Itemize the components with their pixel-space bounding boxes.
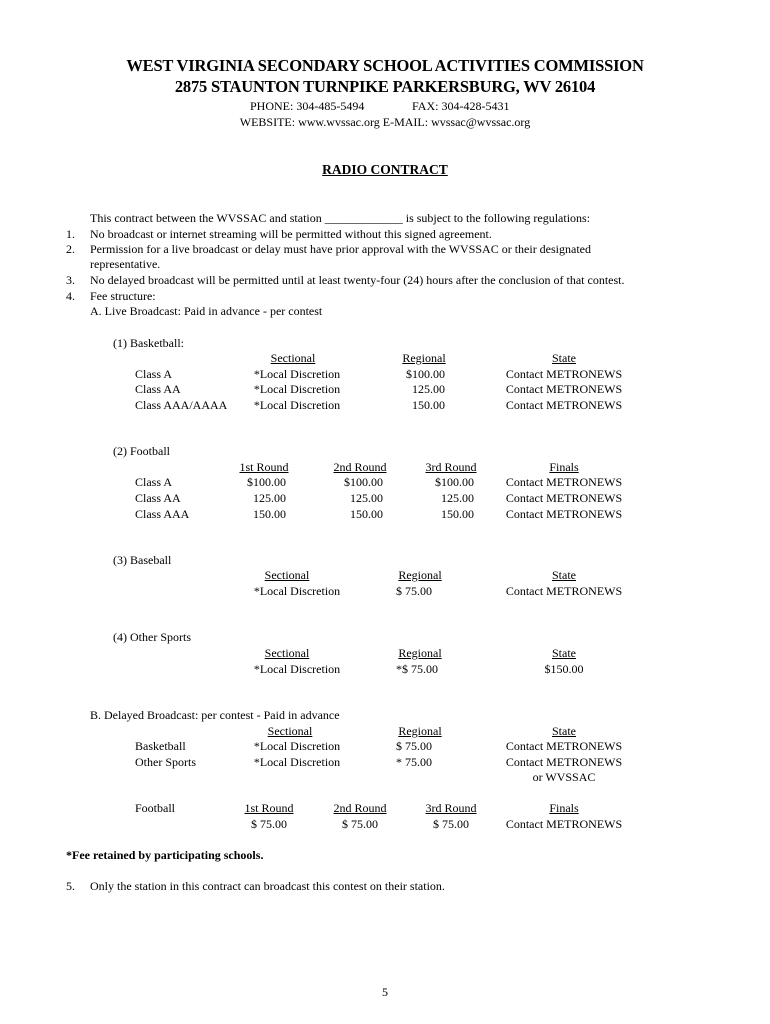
col-header-state: State <box>552 568 576 582</box>
col-header-regional: Regional <box>398 724 442 738</box>
sectional-fee: *Local Discretion <box>253 398 341 412</box>
sport-label: Other Sports <box>135 755 196 769</box>
round-3-fee: 125.00 <box>441 491 474 505</box>
col-header-2nd-round: 2nd Round <box>333 460 387 474</box>
regional-fee: *$ 75.00 <box>396 662 438 676</box>
col-header-finals: Finals <box>549 801 579 815</box>
col-header-regional: Regional <box>398 568 442 582</box>
live-broadcast-heading: A. Live Broadcast: Paid in advance - per contest <box>90 304 323 318</box>
delayed-broadcast-heading: B. Delayed Broadcast: per contest - Paid in advance <box>90 708 340 722</box>
round-3-fee: $ 75.00 <box>433 817 469 831</box>
col-header-1st-round: 1st Round <box>239 460 289 474</box>
state-fee: $150.00 <box>544 662 584 676</box>
other-sports-label: (4) Other Sports <box>113 630 191 644</box>
round-3-fee: $100.00 <box>435 475 474 489</box>
page-title: RADIO CONTRACT <box>322 162 448 177</box>
sport-label: Football <box>135 801 176 815</box>
col-header-state: State <box>552 646 576 660</box>
sectional-fee: *Local Discretion <box>253 382 341 396</box>
state-fee: Contact METRONEWS <box>505 398 623 412</box>
state-fee: Contact METRONEWS <box>505 382 623 396</box>
round-1-fee: 150.00 <box>253 507 286 521</box>
rule-2-line1: Permission for a live broadcast or delay must have prior approval with the WVSSAC or their designated <box>90 242 591 256</box>
class-label: Class A <box>135 475 173 489</box>
state-fee: Contact METRONEWS <box>505 367 623 381</box>
football-label: (2) Football <box>113 444 170 458</box>
round-3-fee: 150.00 <box>441 507 474 521</box>
class-label: Class AA <box>135 491 181 505</box>
intro-text: This contract between the WVSSAC and station _____________ is subject to the following regulations: <box>90 211 591 225</box>
finals-fee: Contact METRONEWS <box>505 475 623 489</box>
col-header-sectional: Sectional <box>270 351 316 365</box>
col-header-2nd-round: 2nd Round <box>333 801 387 815</box>
phone: PHONE: 304-485-5494 <box>250 99 365 113</box>
finals-fee: Contact METRONEWS <box>505 507 623 521</box>
rule-3: No delayed broadcast will be permitted until at least twenty-four (24) hours after the conclusion of that contest. <box>90 273 625 287</box>
sectional-fee: *Local Discretion <box>253 584 341 598</box>
rule-5-num: 5. <box>66 879 75 893</box>
rule-2-line2: representative. <box>90 257 161 271</box>
regional-fee: $ 75.00 <box>396 739 432 753</box>
rule-1: No broadcast or internet streaming will be permitted without this signed agreement. <box>90 227 492 241</box>
round-2-fee: 125.00 <box>350 491 383 505</box>
class-label: Class A <box>135 367 173 381</box>
round-2-fee: $ 75.00 <box>342 817 378 831</box>
footnote: *Fee retained by participating schools. <box>66 848 264 862</box>
round-1-fee: 125.00 <box>253 491 286 505</box>
round-1-fee: $100.00 <box>247 475 286 489</box>
col-header-sectional: Sectional <box>267 724 313 738</box>
fax: FAX: 304-428-5431 <box>412 99 510 113</box>
col-header-regional: Regional <box>402 351 446 365</box>
state-fee: Contact METRONEWS <box>505 739 623 753</box>
rule-4: Fee structure: <box>90 289 156 303</box>
baseball-label: (3) Baseball <box>113 553 172 567</box>
sectional-fee: *Local Discretion <box>253 755 341 769</box>
col-header-1st-round: 1st Round <box>244 801 294 815</box>
col-header-finals: Finals <box>549 460 579 474</box>
state-fee: Contact METRONEWS <box>505 584 623 598</box>
col-header-state: State <box>552 351 576 365</box>
class-label: Class AAA/AAAA <box>135 398 228 412</box>
round-2-fee: $100.00 <box>344 475 383 489</box>
sectional-fee: *Local Discretion <box>253 739 341 753</box>
website-email: WEBSITE: www.wvssac.org E-MAIL: wvssac@wvssac.org <box>239 115 531 129</box>
round-1-fee: $ 75.00 <box>251 817 287 831</box>
regional-fee: 150.00 <box>412 398 445 412</box>
rule-2-num: 2. <box>66 242 75 256</box>
col-header-state: State <box>552 724 576 738</box>
regional-fee: $ 75.00 <box>396 584 432 598</box>
org-address: 2875 STAUNTON TURNPIKE PARKERSBURG, WV 26104 <box>174 77 596 96</box>
class-label: Class AAA <box>135 507 190 521</box>
col-header-3rd-round: 3rd Round <box>425 801 477 815</box>
regional-fee: 125.00 <box>412 382 445 396</box>
col-header-regional: Regional <box>398 646 442 660</box>
sport-label: Basketball <box>135 739 186 753</box>
col-header-sectional: Sectional <box>264 646 310 660</box>
col-header-sectional: Sectional <box>264 568 310 582</box>
round-2-fee: 150.00 <box>350 507 383 521</box>
sectional-fee: *Local Discretion <box>253 367 341 381</box>
class-label: Class AA <box>135 382 181 396</box>
col-header-3rd-round: 3rd Round <box>425 460 477 474</box>
rule-4-num: 4. <box>66 289 75 303</box>
finals-fee: Contact METRONEWS <box>505 491 623 505</box>
rule-1-num: 1. <box>66 227 75 241</box>
regional-fee: $100.00 <box>406 367 445 381</box>
page-number: 5 <box>382 985 388 999</box>
basketball-label: (1) Basketball: <box>113 336 184 350</box>
regional-fee: * 75.00 <box>396 755 432 769</box>
org-name: WEST VIRGINIA SECONDARY SCHOOL ACTIVITIES COMMISSION <box>126 56 644 75</box>
rule-3-num: 3. <box>66 273 75 287</box>
state-fee: Contact METRONEWS <box>505 755 623 769</box>
sectional-fee: *Local Discretion <box>253 662 341 676</box>
finals-fee: Contact METRONEWS <box>505 817 623 831</box>
rule-5: Only the station in this contract can broadcast this contest on their station. <box>90 879 445 893</box>
state-fee-alt: or WVSSAC <box>532 770 596 784</box>
